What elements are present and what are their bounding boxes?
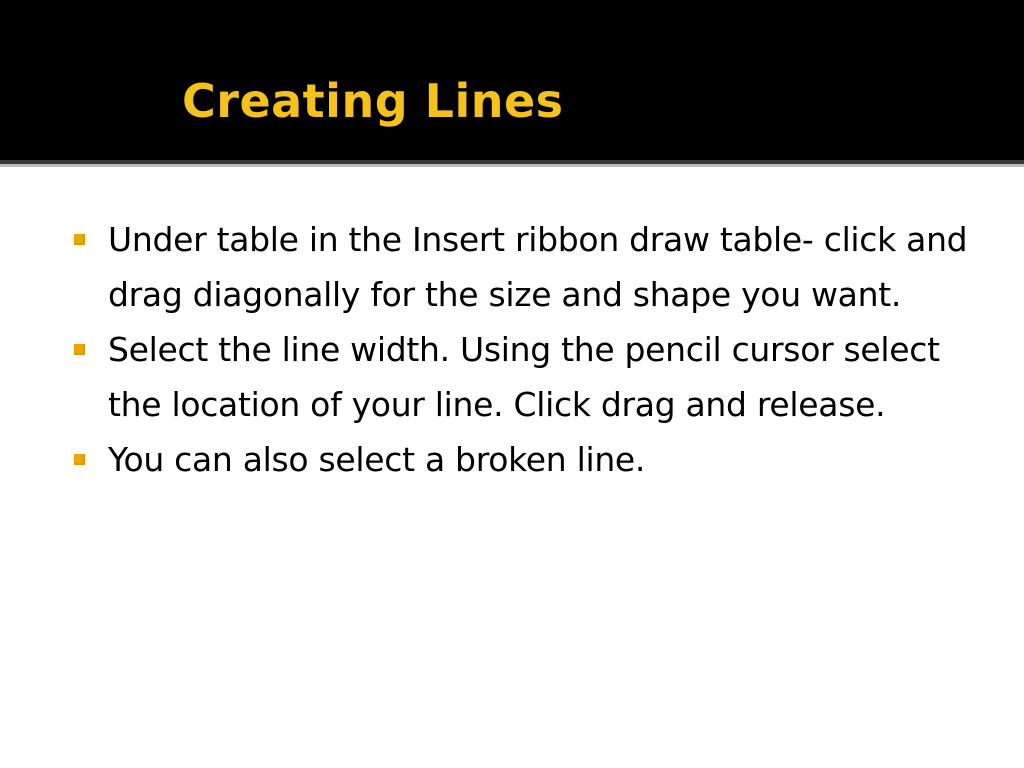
slide-title: Creating Lines [182, 74, 564, 128]
bullet-text: Select the line width. Using the pencil cursor select the location of your line. Click drag and release. [108, 330, 940, 424]
title-band [0, 0, 1024, 160]
bullet-list [70, 212, 980, 487]
square-bullet-icon [74, 344, 85, 355]
bullet-text: You can also select a broken line. [108, 440, 646, 479]
bullet-item [70, 322, 980, 432]
square-bullet-icon [74, 454, 85, 465]
bullet-item [70, 432, 980, 487]
title-divider-light [0, 164, 1024, 167]
bullet-item [70, 212, 980, 322]
square-bullet-icon [74, 234, 85, 245]
bullet-text: Under table in the Insert ribbon draw table- click and drag diagonally for the size and shape you want. [108, 220, 968, 314]
